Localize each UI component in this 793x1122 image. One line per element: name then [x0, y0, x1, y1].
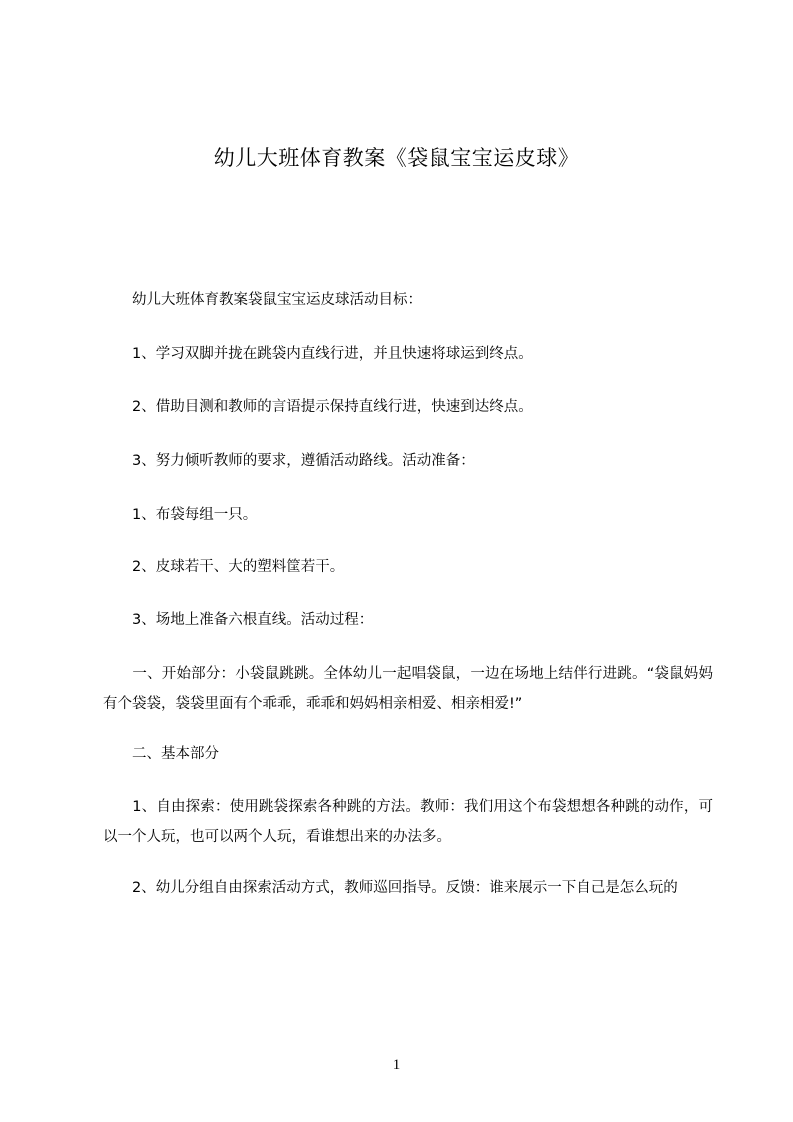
paragraph-preparation-1: 1、布袋每组一只。 [103, 507, 258, 523]
paragraph-preparation-2: 2、皮球若干、大的塑料筐若干。 [103, 559, 345, 575]
paragraph-preparation-3: 3、场地上准备六根直线。活动过程： [103, 612, 374, 628]
paragraph-part-one: 一、开始部分：小袋鼠跳跳。全体幼儿一起唱袋鼠，一边在场地上结伴行进跳。“袋鼠妈妈有个袋袋，袋袋里面有个乖乖，乖乖和妈妈相亲相爱、相亲相爱!” [103, 666, 713, 712]
paragraph-objective-1: 1、学习双脚并拢在跳袋内直线行进，并且快速将球运到终点。 [103, 346, 533, 362]
document-title: 幼儿大班体育教案《袋鼠宝宝运皮球》 [213, 146, 580, 170]
paragraph-objective-3: 3、努力倾听教师的要求，遵循活动路线。活动准备： [103, 453, 475, 469]
paragraph-free-exploration: 1、自由探索：使用跳袋探索各种跳的方法。教师：我们用这个布袋想想各种跳的动作，可以一个人玩，也可以两个人玩，看谁想出来的办法多。 [103, 799, 713, 845]
paragraph-objectives-heading: 幼儿大班体育教案袋鼠宝宝运皮球活动目标： [103, 292, 422, 308]
page-number: 1 [392, 1057, 401, 1073]
paragraph-part-two-heading: 二、基本部分 [103, 746, 219, 762]
paragraph-objective-2: 2、借助目测和教师的言语提示保持直线行进，快速到达终点。 [103, 399, 533, 415]
paragraph-group-exploration: 2、幼儿分组自由探索活动方式，教师巡回指导。反馈：谁来展示一下自己是怎么玩的 [103, 880, 678, 896]
